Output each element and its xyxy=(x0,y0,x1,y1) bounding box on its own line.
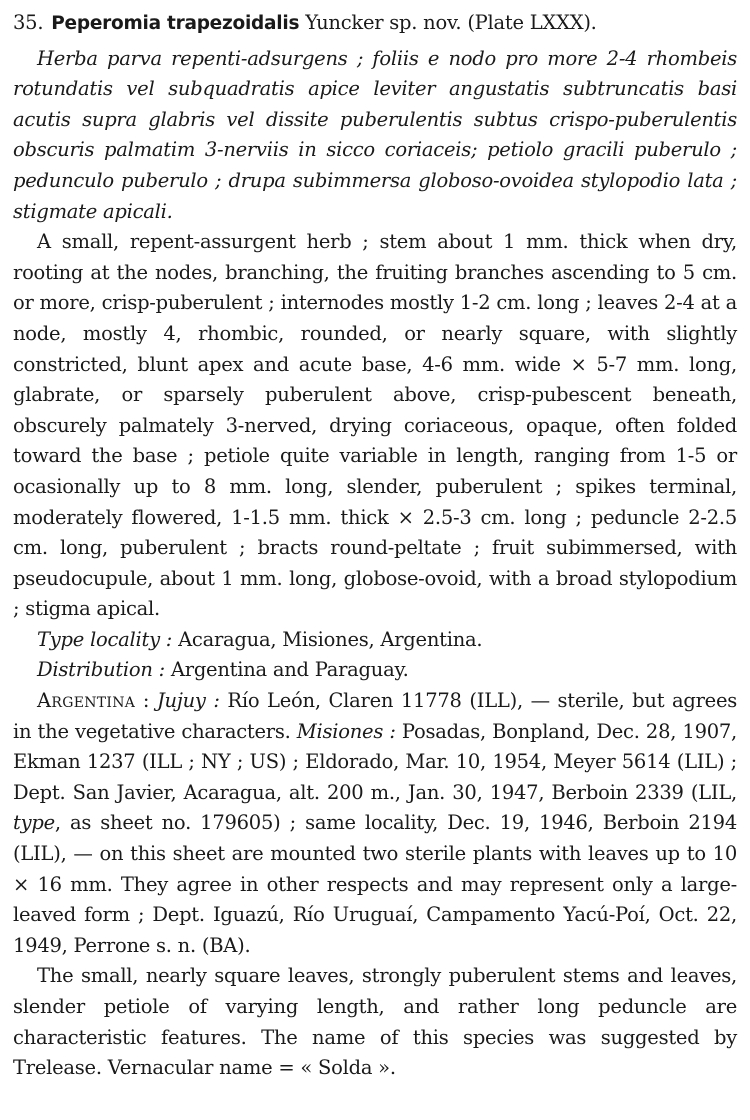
specimens-text-1: Río León, Claren 11778 (ILL), — sterile, but agrees in the vegetative characters. xyxy=(13,689,738,743)
type-locality xyxy=(13,625,737,656)
latin-description: Herba parva repenti-adsurgens ; foliis e nodo pro more 2-4 rhombeis rotundatis vel subquadratis apice leviter angustatis subtruncatis basi acutis supra glabris vel dissite puberulentis subtus crispo-puberulentis obscuris palmatim 3-nerviis in sicco coriaceis; petiolo gracili puberulo ; pedunculo puberulo ; drupa subimmersa globoso-ovoidea stylopodio lata ; stigmate apicali. xyxy=(13,46,737,223)
province-misiones: Misiones : xyxy=(296,719,396,743)
type-word: type xyxy=(13,811,55,835)
distribution xyxy=(13,655,737,686)
english-description: A small, repent-assurgent herb ; stem about 1 mm. thick when dry, rooting at the nodes, branching, the fruiting branches ascending to 5 cm. or more, crisp-puberulent ; internodes mostly 1-2 cm. long ; leaves 2-4 at a node, mostly 4, rhombic, rounded, or nearly square, with slightly constricted, blunt apex and acute base, 4-6 mm. wide × 5-7 mm. long, glabrate, or sparsely puberulent above, crisp-pubescent beneath, obscurely palmately 3-nerved, drying coriaceous, opaque, often folded toward the base ; petiole quite variable in length, ranging from 1-5 or ocasionally up to 8 mm. long, slender, puberulent ; spikes terminal, moderately flowered, 1-1.5 mm. thick × 2.5-3 cm. long ; peduncle 2-2.5 cm. long, puberulent ; bracts round-peltate ; fruit subimmersed, with pseudocupule, about 1 mm. long, globose-ovoid, with a broad stylopodium ; stigma apical. xyxy=(13,230,737,621)
province-jujuy: Jujuy : xyxy=(156,689,220,713)
species-name: Peperomia trapezoidalis xyxy=(51,13,300,34)
type-locality-label: Type locality : xyxy=(37,627,173,651)
specimens-text-2: Posadas, Bonpland, Dec. 28, 1907, Ekman 1237 (ILL ; NY ; US) ; Eldorado, Mar. 10, 1954, Meyer 5614 (LIL) ; Dept. San Javier, Acaragua, alt. 200 m., Jan. 30, 1947, Berboin 2339 (LIL, xyxy=(13,719,738,804)
species-number: 35. xyxy=(13,11,44,34)
type-locality-value: Acaragua, Misiones, Argentina. xyxy=(178,627,483,651)
distribution-value: Argentina and Paraguay. xyxy=(170,658,409,682)
specimens-text-3: , as sheet no. 179605) ; same locality, Dec. 19, 1946, Berboin 2194 (LIL), — on this sheet are mounted two sterile plants with leaves up to 10 × 16 mm. They agree in other respects and may represent only a large-leaved form ; Dept. Iguazú, Río Uruguaí, Campamento Yacú-Poí, Oct. 22, 1949, Perrone s. n. (BA). xyxy=(13,811,737,957)
specimens-separator: : xyxy=(135,689,157,713)
specimens-paragraph xyxy=(13,686,737,961)
document-page xyxy=(13,8,737,1084)
remarks-paragraph: The small, nearly square leaves, strongly puberulent stems and leaves, slender petiole of varying length, and rather long peduncle are characteristic features. The name of this species was suggested by Trelease. Vernacular name = « Solda ». xyxy=(13,964,737,1080)
species-authority: Yuncker sp. nov. (Plate LXXX). xyxy=(305,11,597,34)
specimens-country: Argentina xyxy=(37,689,136,713)
species-heading xyxy=(13,8,737,40)
distribution-label: Distribution : xyxy=(37,658,165,682)
